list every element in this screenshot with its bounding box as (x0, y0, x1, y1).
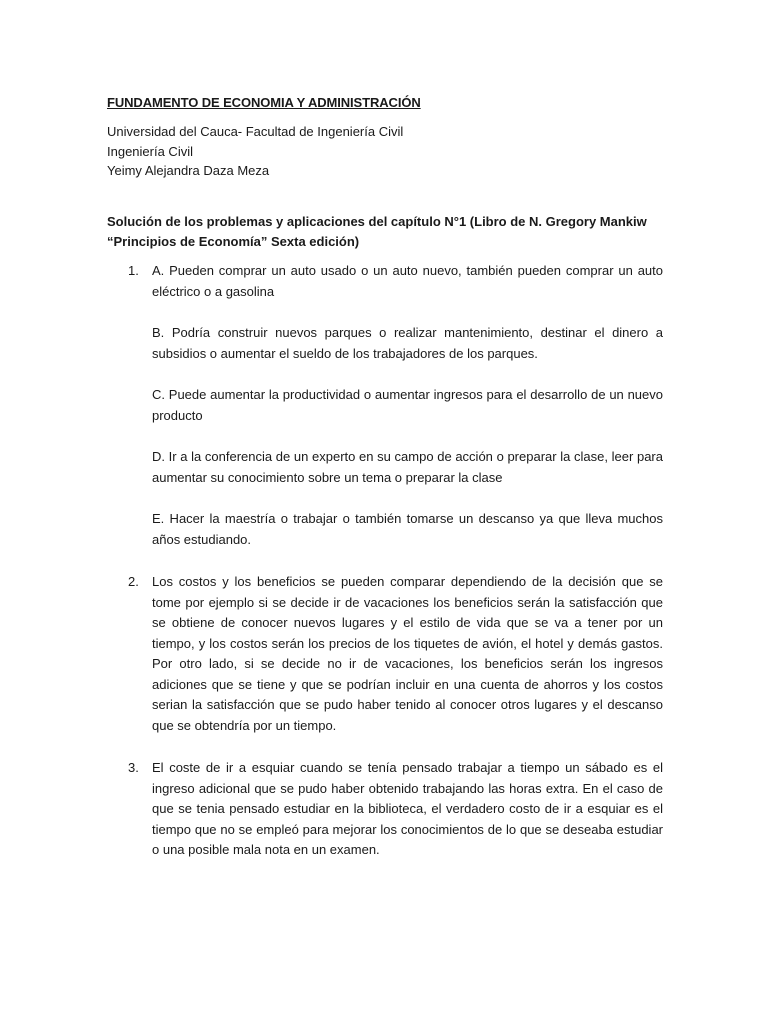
answer-paragraph: D. Ir a la conferencia de un experto en su campo de acción o preparar la clase, leer para aumentar su conocimiento sobre un tema o preparar la clase (152, 449, 663, 485)
answer-paragraph: El coste de ir a esquiar cuando se tenía pensado trabajar a tiempo un sábado es el ingreso adicional que se pudo haber obtenido trabajando las horas extra. En el caso de que se tenia pensado estudiar en la biblioteca, el verdadero costo de ir a esquiar es el tiempo que no se empleó para mejorar los conocimientos de lo que se deseaba estudiar o una posible mala nota en un examen. (152, 760, 663, 857)
answer-number: 3. (128, 760, 139, 775)
answer-paragraph: A. Pueden comprar un auto usado o un auto nuevo, también pueden comprar un auto eléctrico o a gasolina (152, 263, 663, 299)
author-block (107, 122, 403, 181)
university-line: Universidad del Cauca- Facultad de Ingeniería Civil (107, 124, 404, 139)
answer-paragraph: B. Podría construir nuevos parques o realizar mantenimiento, destinar el dinero a subsidios o aumentar el sueldo de los trabajadores de los parques. (152, 325, 663, 361)
answer-paragraph: E. Hacer la maestría o trabajar o también tomarse un descanso ya que lleva muchos años estudiando. (152, 511, 663, 547)
answer-item (107, 572, 663, 736)
answer-item (107, 758, 663, 861)
section-heading-line: “Principios de Economía” Sexta edición) (107, 234, 360, 249)
section-heading (107, 212, 663, 252)
answer-paragraph: Los costos y los beneficios se pueden comparar dependiendo de la decisión que se tome por ejemplo si se decide ir de vacaciones los beneficios serán la satisfacción que se obtiene de conocer nuevos lugares y el estilo de vida que se va a tener por un tiempo, y los costos serán los precios de los tiquetes de avión, el hotel y demás gastos. Por otro lado, si se decide no ir de vacaciones, los beneficios serán los ingresos adiciones que se tiene y que se podrían incluir en una cuenta de ahorros y los costos serian la satisfacción que se pudo haber tenido al conocer otros lugares y el descanso que se obtendría por un tiempo. (152, 574, 663, 733)
program-line: Ingeniería Civil (107, 143, 193, 159)
answer-number: 2. (128, 574, 139, 589)
document-title: FUNDAMENTO DE ECONOMIA Y ADMINISTRACIÓN (107, 95, 421, 110)
answer-number: 1. (128, 263, 139, 278)
answer-list (107, 261, 663, 883)
author-name: Yeimy Alejandra Daza Meza (107, 163, 270, 178)
answer-item (107, 261, 663, 550)
answer-paragraph: C. Puede aumentar la productividad o aumentar ingresos para el desarrollo de un nuevo producto (152, 387, 663, 423)
section-heading-line: Solución de los problemas y aplicaciones del capítulo N°1 (Libro de N. Gregory Mankiw (107, 214, 647, 229)
